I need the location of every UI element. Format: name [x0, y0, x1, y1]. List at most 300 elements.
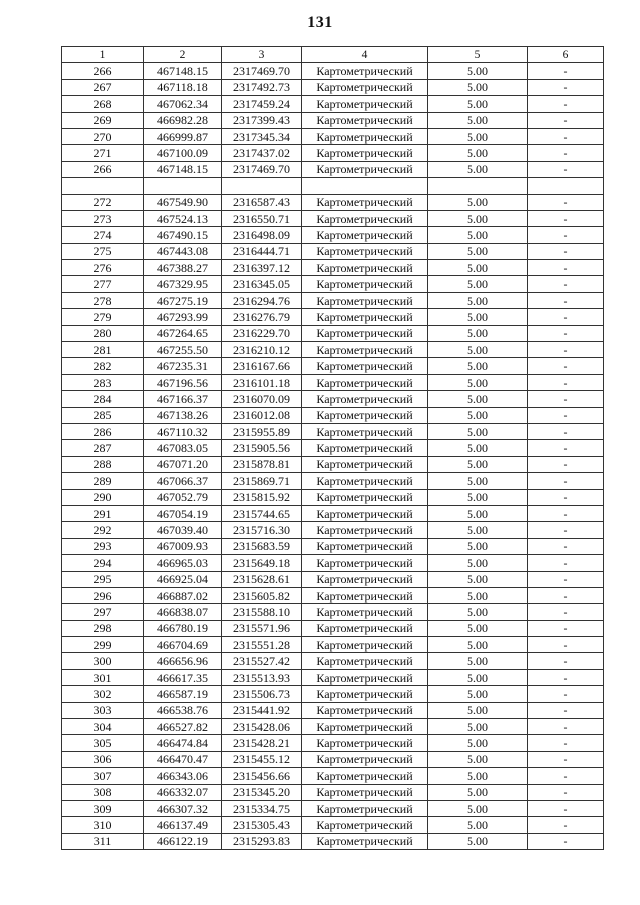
point-number-cell: 267 — [62, 79, 144, 95]
x-coordinate-cell: 467524.13 — [144, 210, 222, 226]
x-coordinate-cell: 467148.15 — [144, 161, 222, 177]
table-row — [62, 686, 604, 702]
x-coordinate-cell: 466982.28 — [144, 112, 222, 128]
table-row — [62, 522, 604, 538]
method-cell: Картометрический — [302, 669, 428, 685]
note-cell: - — [528, 719, 604, 735]
accuracy-cell: 5.00 — [428, 489, 528, 505]
table-row — [62, 243, 604, 259]
y-coordinate-cell: 2315815.92 — [222, 489, 302, 505]
column-header-5: 5 — [428, 47, 528, 63]
note-cell: - — [528, 260, 604, 276]
table-row — [62, 719, 604, 735]
note-cell: - — [528, 210, 604, 226]
note-cell: - — [528, 686, 604, 702]
accuracy-cell: 5.00 — [428, 358, 528, 374]
point-number-cell: 276 — [62, 260, 144, 276]
x-coordinate-cell: 467264.65 — [144, 325, 222, 341]
point-number-cell: 294 — [62, 555, 144, 571]
point-number-cell: 274 — [62, 227, 144, 243]
point-number-cell: 293 — [62, 538, 144, 554]
point-number-cell: 275 — [62, 243, 144, 259]
y-coordinate-cell: 2315551.28 — [222, 637, 302, 653]
method-cell: Картометрический — [302, 292, 428, 308]
note-cell: - — [528, 505, 604, 521]
accuracy-cell: 5.00 — [428, 96, 528, 112]
method-cell: Картометрический — [302, 309, 428, 325]
table-row — [62, 407, 604, 423]
method-cell: Картометрический — [302, 423, 428, 439]
x-coordinate-cell: 466656.96 — [144, 653, 222, 669]
method-cell: Картометрический — [302, 817, 428, 833]
table-row — [62, 96, 604, 112]
note-cell: - — [528, 538, 604, 554]
table-row — [62, 161, 604, 177]
accuracy-cell: 5.00 — [428, 735, 528, 751]
x-coordinate-cell: 467293.99 — [144, 309, 222, 325]
accuracy-cell: 5.00 — [428, 456, 528, 472]
y-coordinate-cell: 2315605.82 — [222, 587, 302, 603]
point-number-cell: 284 — [62, 391, 144, 407]
note-cell: - — [528, 653, 604, 669]
x-coordinate-cell: 467100.09 — [144, 145, 222, 161]
table-row — [62, 112, 604, 128]
table-row — [62, 309, 604, 325]
table-row — [62, 325, 604, 341]
y-coordinate-cell: 2315571.96 — [222, 620, 302, 636]
accuracy-cell: 5.00 — [428, 538, 528, 554]
table-row — [62, 489, 604, 505]
column-header-3: 3 — [222, 47, 302, 63]
table-row — [62, 276, 604, 292]
point-number-cell: 283 — [62, 374, 144, 390]
y-coordinate-cell: 2315441.92 — [222, 702, 302, 718]
x-coordinate-cell: 467083.05 — [144, 440, 222, 456]
accuracy-cell: 5.00 — [428, 145, 528, 161]
accuracy-cell: 5.00 — [428, 768, 528, 784]
method-cell: Картометрический — [302, 719, 428, 735]
table-body — [62, 63, 604, 850]
note-cell: - — [528, 817, 604, 833]
note-cell: - — [528, 833, 604, 849]
note-cell: - — [528, 784, 604, 800]
point-number-cell: 278 — [62, 292, 144, 308]
point-number-cell: 266 — [62, 161, 144, 177]
point-number-cell: 301 — [62, 669, 144, 685]
note-cell: - — [528, 391, 604, 407]
y-coordinate-cell: 2315716.30 — [222, 522, 302, 538]
point-number-cell: 285 — [62, 407, 144, 423]
point-number-cell: 303 — [62, 702, 144, 718]
x-coordinate-cell: 466617.35 — [144, 669, 222, 685]
note-cell: - — [528, 161, 604, 177]
x-coordinate-cell: 467148.15 — [144, 63, 222, 79]
point-number-cell: 266 — [62, 63, 144, 79]
accuracy-cell: 5.00 — [428, 325, 528, 341]
note-cell: - — [528, 669, 604, 685]
method-cell: Картометрический — [302, 374, 428, 390]
method-cell: Картометрический — [302, 210, 428, 226]
y-coordinate-cell: 2315455.12 — [222, 751, 302, 767]
point-number-cell: 291 — [62, 505, 144, 521]
table-row — [62, 456, 604, 472]
y-coordinate-cell: 2315527.42 — [222, 653, 302, 669]
y-coordinate-cell: 2316498.09 — [222, 227, 302, 243]
method-cell: Картометрический — [302, 440, 428, 456]
point-number-cell: 311 — [62, 833, 144, 849]
method-cell: Картометрический — [302, 260, 428, 276]
note-cell: - — [528, 489, 604, 505]
note-cell — [528, 178, 604, 194]
note-cell: - — [528, 358, 604, 374]
method-cell: Картометрический — [302, 784, 428, 800]
method-cell: Картометрический — [302, 112, 428, 128]
x-coordinate-cell: 466122.19 — [144, 833, 222, 849]
table-row — [62, 473, 604, 489]
x-coordinate-cell: 467166.37 — [144, 391, 222, 407]
accuracy-cell: 5.00 — [428, 702, 528, 718]
accuracy-cell: 5.00 — [428, 342, 528, 358]
x-coordinate-cell: 467071.20 — [144, 456, 222, 472]
table-row — [62, 571, 604, 587]
accuracy-cell: 5.00 — [428, 79, 528, 95]
y-coordinate-cell: 2316229.70 — [222, 325, 302, 341]
y-coordinate-cell: 2315305.43 — [222, 817, 302, 833]
y-coordinate-cell: 2315588.10 — [222, 604, 302, 620]
method-cell: Картометрический — [302, 79, 428, 95]
method-cell: Картометрический — [302, 604, 428, 620]
table-row — [62, 440, 604, 456]
accuracy-cell: 5.00 — [428, 669, 528, 685]
note-cell: - — [528, 800, 604, 816]
note-cell: - — [528, 473, 604, 489]
x-coordinate-cell: 467235.31 — [144, 358, 222, 374]
method-cell — [302, 178, 428, 194]
table-row — [62, 669, 604, 685]
point-number-cell: 281 — [62, 342, 144, 358]
point-number-cell: 305 — [62, 735, 144, 751]
point-number-cell: 280 — [62, 325, 144, 341]
point-number-cell: 307 — [62, 768, 144, 784]
note-cell: - — [528, 342, 604, 358]
table-row — [62, 653, 604, 669]
note-cell: - — [528, 325, 604, 341]
point-number-cell: 295 — [62, 571, 144, 587]
note-cell: - — [528, 423, 604, 439]
table-row — [62, 194, 604, 210]
x-coordinate-cell: 466587.19 — [144, 686, 222, 702]
y-coordinate-cell: 2315955.89 — [222, 423, 302, 439]
y-coordinate-cell: 2315628.61 — [222, 571, 302, 587]
x-coordinate-cell: 466999.87 — [144, 128, 222, 144]
x-coordinate-cell: 467118.18 — [144, 79, 222, 95]
y-coordinate-cell: 2315744.65 — [222, 505, 302, 521]
note-cell: - — [528, 604, 604, 620]
y-coordinate-cell: 2315428.06 — [222, 719, 302, 735]
accuracy-cell: 5.00 — [428, 604, 528, 620]
method-cell: Картометрический — [302, 161, 428, 177]
y-coordinate-cell: 2315513.93 — [222, 669, 302, 685]
accuracy-cell: 5.00 — [428, 391, 528, 407]
x-coordinate-cell: 467329.95 — [144, 276, 222, 292]
table-row — [62, 210, 604, 226]
note-cell: - — [528, 227, 604, 243]
y-coordinate-cell: 2315428.21 — [222, 735, 302, 751]
note-cell: - — [528, 276, 604, 292]
table-row — [62, 833, 604, 849]
accuracy-cell: 5.00 — [428, 210, 528, 226]
y-coordinate-cell: 2315683.59 — [222, 538, 302, 554]
point-number-cell: 269 — [62, 112, 144, 128]
accuracy-cell: 5.00 — [428, 571, 528, 587]
accuracy-cell: 5.00 — [428, 653, 528, 669]
y-coordinate-cell: 2315293.83 — [222, 833, 302, 849]
point-number-cell — [62, 178, 144, 194]
accuracy-cell: 5.00 — [428, 128, 528, 144]
point-number-cell: 309 — [62, 800, 144, 816]
table-row — [62, 800, 604, 816]
x-coordinate-cell: 466925.04 — [144, 571, 222, 587]
point-number-cell: 300 — [62, 653, 144, 669]
method-cell: Картометрический — [302, 637, 428, 653]
x-coordinate-cell: 467196.56 — [144, 374, 222, 390]
method-cell: Картометрический — [302, 833, 428, 849]
y-coordinate-cell: 2317469.70 — [222, 63, 302, 79]
accuracy-cell: 5.00 — [428, 440, 528, 456]
note-cell: - — [528, 243, 604, 259]
note-cell: - — [528, 440, 604, 456]
method-cell: Картометрический — [302, 325, 428, 341]
method-cell: Картометрический — [302, 276, 428, 292]
column-header-2: 2 — [144, 47, 222, 63]
point-number-cell: 304 — [62, 719, 144, 735]
accuracy-cell: 5.00 — [428, 276, 528, 292]
table-row — [62, 63, 604, 79]
point-number-cell: 308 — [62, 784, 144, 800]
page-number: 131 — [307, 14, 333, 31]
point-number-cell: 282 — [62, 358, 144, 374]
y-coordinate-cell: 2316550.71 — [222, 210, 302, 226]
table-row — [62, 735, 604, 751]
accuracy-cell — [428, 178, 528, 194]
point-number-cell: 290 — [62, 489, 144, 505]
table-row — [62, 817, 604, 833]
point-number-cell: 272 — [62, 194, 144, 210]
y-coordinate-cell: 2315878.81 — [222, 456, 302, 472]
accuracy-cell: 5.00 — [428, 227, 528, 243]
y-coordinate-cell: 2315649.18 — [222, 555, 302, 571]
method-cell: Картометрический — [302, 391, 428, 407]
table-row — [62, 604, 604, 620]
table-row — [62, 374, 604, 390]
method-cell: Картометрический — [302, 505, 428, 521]
table-row — [62, 555, 604, 571]
x-coordinate-cell: 466538.76 — [144, 702, 222, 718]
y-coordinate-cell: 2317459.24 — [222, 96, 302, 112]
x-coordinate-cell: 466343.06 — [144, 768, 222, 784]
y-coordinate-cell: 2316070.09 — [222, 391, 302, 407]
x-coordinate-cell — [144, 178, 222, 194]
x-coordinate-cell: 466965.03 — [144, 555, 222, 571]
point-number-cell: 277 — [62, 276, 144, 292]
table-row — [62, 227, 604, 243]
accuracy-cell: 5.00 — [428, 587, 528, 603]
note-cell: - — [528, 79, 604, 95]
method-cell: Картометрический — [302, 620, 428, 636]
y-coordinate-cell: 2315334.75 — [222, 800, 302, 816]
y-coordinate-cell: 2316210.12 — [222, 342, 302, 358]
note-cell: - — [528, 751, 604, 767]
coordinates-table — [61, 46, 604, 850]
x-coordinate-cell: 467275.19 — [144, 292, 222, 308]
point-number-cell: 299 — [62, 637, 144, 653]
note-cell: - — [528, 112, 604, 128]
accuracy-cell: 5.00 — [428, 555, 528, 571]
accuracy-cell: 5.00 — [428, 800, 528, 816]
point-number-cell: 306 — [62, 751, 144, 767]
y-coordinate-cell: 2316345.05 — [222, 276, 302, 292]
accuracy-cell: 5.00 — [428, 407, 528, 423]
note-cell: - — [528, 96, 604, 112]
accuracy-cell: 5.00 — [428, 751, 528, 767]
x-coordinate-cell: 467443.08 — [144, 243, 222, 259]
accuracy-cell: 5.00 — [428, 620, 528, 636]
method-cell: Картометрический — [302, 702, 428, 718]
y-coordinate-cell: 2317492.73 — [222, 79, 302, 95]
point-number-cell: 270 — [62, 128, 144, 144]
note-cell: - — [528, 145, 604, 161]
x-coordinate-cell: 466137.49 — [144, 817, 222, 833]
note-cell: - — [528, 407, 604, 423]
y-coordinate-cell: 2315506.73 — [222, 686, 302, 702]
note-cell: - — [528, 702, 604, 718]
point-number-cell: 268 — [62, 96, 144, 112]
y-coordinate-cell: 2317469.70 — [222, 161, 302, 177]
table-row — [62, 637, 604, 653]
point-number-cell: 286 — [62, 423, 144, 439]
y-coordinate-cell: 2316101.18 — [222, 374, 302, 390]
x-coordinate-cell: 467066.37 — [144, 473, 222, 489]
point-number-cell: 273 — [62, 210, 144, 226]
point-number-cell: 296 — [62, 587, 144, 603]
method-cell: Картометрический — [302, 538, 428, 554]
table-row — [62, 128, 604, 144]
method-cell: Картометрический — [302, 227, 428, 243]
table-row — [62, 178, 604, 194]
note-cell: - — [528, 587, 604, 603]
note-cell: - — [528, 555, 604, 571]
table-row — [62, 505, 604, 521]
table-row — [62, 538, 604, 554]
y-coordinate-cell: 2316276.79 — [222, 309, 302, 325]
note-cell: - — [528, 309, 604, 325]
table-row — [62, 587, 604, 603]
table-row — [62, 79, 604, 95]
y-coordinate-cell: 2317345.34 — [222, 128, 302, 144]
x-coordinate-cell: 466838.07 — [144, 604, 222, 620]
method-cell: Картометрический — [302, 473, 428, 489]
accuracy-cell: 5.00 — [428, 719, 528, 735]
point-number-cell: 289 — [62, 473, 144, 489]
table-row — [62, 342, 604, 358]
x-coordinate-cell: 467062.34 — [144, 96, 222, 112]
accuracy-cell: 5.00 — [428, 817, 528, 833]
point-number-cell: 287 — [62, 440, 144, 456]
point-number-cell: 298 — [62, 620, 144, 636]
column-header-6: 6 — [528, 47, 604, 63]
point-number-cell: 292 — [62, 522, 144, 538]
method-cell: Картометрический — [302, 587, 428, 603]
x-coordinate-cell: 466474.84 — [144, 735, 222, 751]
y-coordinate-cell: 2316444.71 — [222, 243, 302, 259]
method-cell: Картометрический — [302, 735, 428, 751]
accuracy-cell: 5.00 — [428, 161, 528, 177]
x-coordinate-cell: 467388.27 — [144, 260, 222, 276]
table-row — [62, 145, 604, 161]
x-coordinate-cell: 467255.50 — [144, 342, 222, 358]
y-coordinate-cell: 2317399.43 — [222, 112, 302, 128]
point-number-cell: 310 — [62, 817, 144, 833]
y-coordinate-cell: 2315905.56 — [222, 440, 302, 456]
y-coordinate-cell: 2316294.76 — [222, 292, 302, 308]
x-coordinate-cell: 467549.90 — [144, 194, 222, 210]
method-cell: Картометрический — [302, 768, 428, 784]
accuracy-cell: 5.00 — [428, 374, 528, 390]
accuracy-cell: 5.00 — [428, 686, 528, 702]
x-coordinate-cell: 467490.15 — [144, 227, 222, 243]
accuracy-cell: 5.00 — [428, 292, 528, 308]
method-cell: Картометрический — [302, 653, 428, 669]
table-row — [62, 423, 604, 439]
accuracy-cell: 5.00 — [428, 260, 528, 276]
method-cell: Картометрический — [302, 194, 428, 210]
x-coordinate-cell: 467052.79 — [144, 489, 222, 505]
method-cell: Картометрический — [302, 686, 428, 702]
y-coordinate-cell: 2316012.08 — [222, 407, 302, 423]
x-coordinate-cell: 466887.02 — [144, 587, 222, 603]
accuracy-cell: 5.00 — [428, 309, 528, 325]
accuracy-cell: 5.00 — [428, 243, 528, 259]
point-number-cell: 302 — [62, 686, 144, 702]
y-coordinate-cell: 2316167.66 — [222, 358, 302, 374]
method-cell: Картометрический — [302, 751, 428, 767]
y-coordinate-cell: 2315345.20 — [222, 784, 302, 800]
x-coordinate-cell: 466307.32 — [144, 800, 222, 816]
method-cell: Картометрический — [302, 800, 428, 816]
note-cell: - — [528, 456, 604, 472]
accuracy-cell: 5.00 — [428, 522, 528, 538]
note-cell: - — [528, 637, 604, 653]
x-coordinate-cell: 466780.19 — [144, 620, 222, 636]
method-cell: Картометрический — [302, 342, 428, 358]
x-coordinate-cell: 467039.40 — [144, 522, 222, 538]
x-coordinate-cell: 466704.69 — [144, 637, 222, 653]
table-header-row — [62, 47, 604, 63]
method-cell: Картометрический — [302, 555, 428, 571]
point-number-cell: 271 — [62, 145, 144, 161]
note-cell: - — [528, 63, 604, 79]
accuracy-cell: 5.00 — [428, 637, 528, 653]
x-coordinate-cell: 466527.82 — [144, 719, 222, 735]
method-cell: Картометрический — [302, 489, 428, 505]
method-cell: Картометрический — [302, 63, 428, 79]
y-coordinate-cell: 2315869.71 — [222, 473, 302, 489]
table-row — [62, 391, 604, 407]
method-cell: Картометрический — [302, 571, 428, 587]
table-row — [62, 784, 604, 800]
point-number-cell: 279 — [62, 309, 144, 325]
method-cell: Картометрический — [302, 96, 428, 112]
